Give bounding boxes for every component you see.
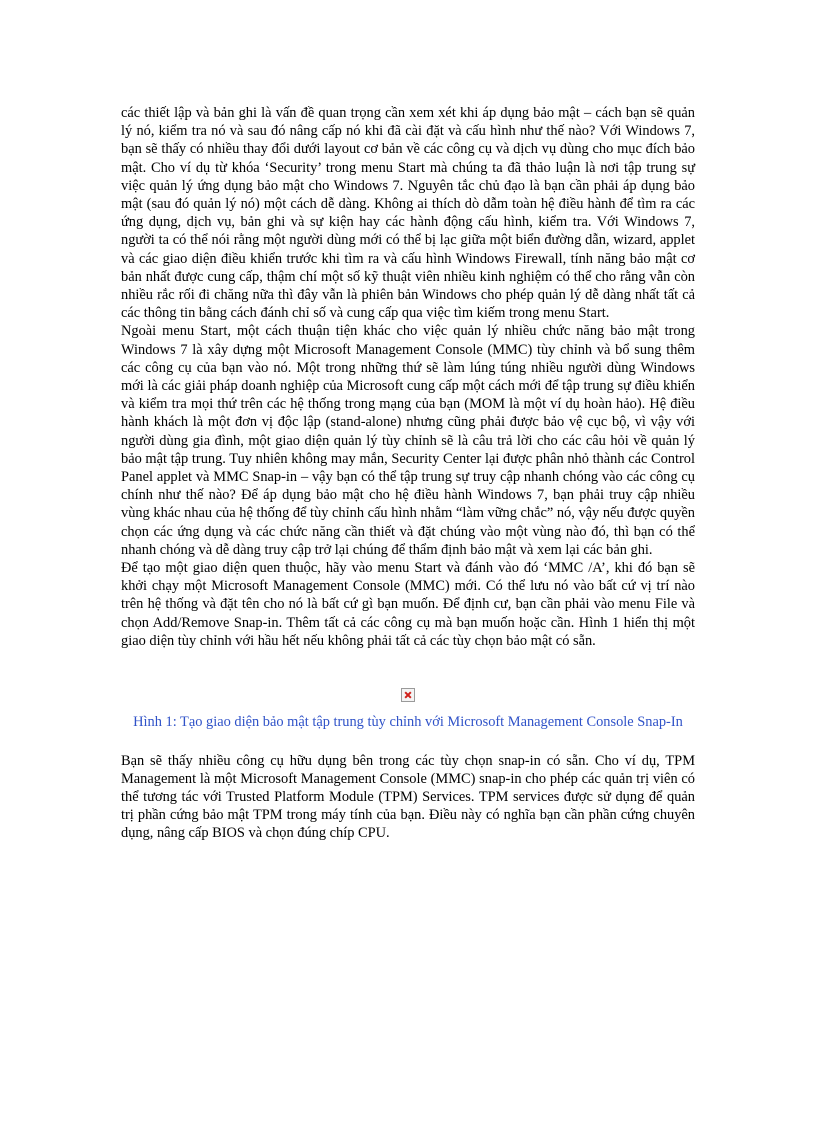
paragraph-snap-in-tools: Bạn sẽ thấy nhiều công cụ hữu dụng bên trong các tùy chọn snap-in có sẵn. Cho ví dụ, TPM Management là một Microsoft Management Console (MMC) snap-in cho phép các quản trị viên có thể tương tác với Trusted Platform Module (TPM) Services. TPM services được sử dụng để quản trị phần cứng bảo mật TPM trong máy tính của bạn. Điều này có nghĩa bạn cần phần cứng chuyên dụng, nâng cấp BIOS và chọn đúng chíp CPU. [121, 752, 695, 842]
paragraph-security-management: các thiết lập và bản ghi là vấn đề quan trọng cần xem xét khi áp dụng bảo mật – cách bạn sẽ quản lý nó, kiểm tra nó và sau đó nâng cấp nó khi đã cài đặt và cấu hình như thế nào? Với Windows 7, bạn sẽ thấy có nhiều thay đổi dưới layout cơ bản về các công cụ và dịch vụ dùng cho mục đích bảo mật. Cho ví dụ từ khóa ‘Security’ trong menu Start mà chúng ta đã thảo luận là nơi tập trung sự việc quản lý ứng dụng bảo mật cho Windows 7. Nguyên tắc chủ đạo là bạn cần phải áp dụng bảo mật (sau đó quản lý nó) một cách dễ dàng. Không ai thích dò dẫm toàn hệ điều hành để tìm ra các ứng dụng, dịch vụ, bản ghi và sự kiện hay các hành động cấu hình, kiểm tra. Với Windows 7, người ta có thể nói rằng một người dùng mới có thể bị lạc giữa một biển đường dẫn, wizard, applet và các giao diện điều khiển trước khi tìm ra và cấu hình Windows Firewall, tính năng bảo mật cơ bản nhất được cung cấp, thậm chí một số kỹ thuật viên nhiều kinh nghiệm có thể cho rằng vẫn còn nhiều rắc rối đi chăng nữa thì đây vẫn là phiên bản Windows cho phép quản lý dễ dàng nhất tất cả các thông tin bằng cách đánh chỉ số và cung cấp qua việc tìm kiếm trong menu Start. [121, 105, 695, 322]
figure-1 [121, 688, 695, 731]
document-page [121, 104, 695, 843]
paragraph-create-interface: Để tạo một giao diện quen thuộc, hãy vào menu Start và đánh vào đó ‘MMC /A’, khi đó bạn sẽ khởi chạy một Microsoft Management Console (MMC) mới. Có thể lưu nó vào bất cứ vị trí nào trên hệ thống và đặt tên cho nó là bất cứ gì bạn muốn. Để định cư, bạn cần phải vào menu File và chọn Add/Remove Snap-in. Thêm tất cả các công cụ mà bạn muốn hoặc cần. Hình 1 hiển thị một giao diện tùy chỉnh với hầu hết nếu không phải tất cả các tùy chọn bảo mật có sẵn. [121, 560, 695, 649]
broken-image-icon [401, 688, 415, 702]
figure-caption: Hình 1: Tạo giao diện bảo mật tập trung tùy chỉnh với Microsoft Management Console Snap-In [133, 714, 683, 731]
paragraph-custom-mmc: Ngoài menu Start, một cách thuận tiện khác cho việc quản lý nhiều chức năng bảo mật trong Windows 7 là xây dựng một Microsoft Management Console (MMC) tùy chỉnh và bổ sung thêm các công cụ của bạn vào nó. Một trong những thứ sẽ làm lúng túng nhiều người dùng Windows mới là các giải pháp doanh nghiệp của Microsoft cung cấp một cách mới để tập trung sự điều khiển và kiểm tra mọi thứ trên các hệ thống trong mạng của bạn (MOM là một ví dụ hoàn hảo). Hệ điều hành khách là một đơn vị độc lập (stand-alone) nhưng cũng phải được bảo vệ cục bộ, vì vậy với người dùng gia đình, một giao diện quản lý tùy chỉnh sẽ là câu trả lời cho các câu hỏi về quản lý bảo mật tập trung. Tuy nhiên không may mắn, Security Center lại được phân nhỏ thành các Control Panel applet và MMC Snap-in – vậy bạn có thể tập trung sự truy cập nhanh chóng vào các công cụ chính như thế nào? Để áp dụng bảo mật cho hệ điều hành Windows 7, bạn phải truy cập nhiều vùng khác nhau của hệ thống để tùy chỉnh cấu hình nhằm “làm vững chắc” nó, vậy nếu được quyền chọn các ứng dụng và các chức năng cần thiết và đặt chúng vào một vùng nào đó, thì bạn có thể nhanh chóng và dễ dàng truy cập trở lại chúng để thẩm định bảo mật và xem lại các bản ghi. [121, 323, 695, 558]
